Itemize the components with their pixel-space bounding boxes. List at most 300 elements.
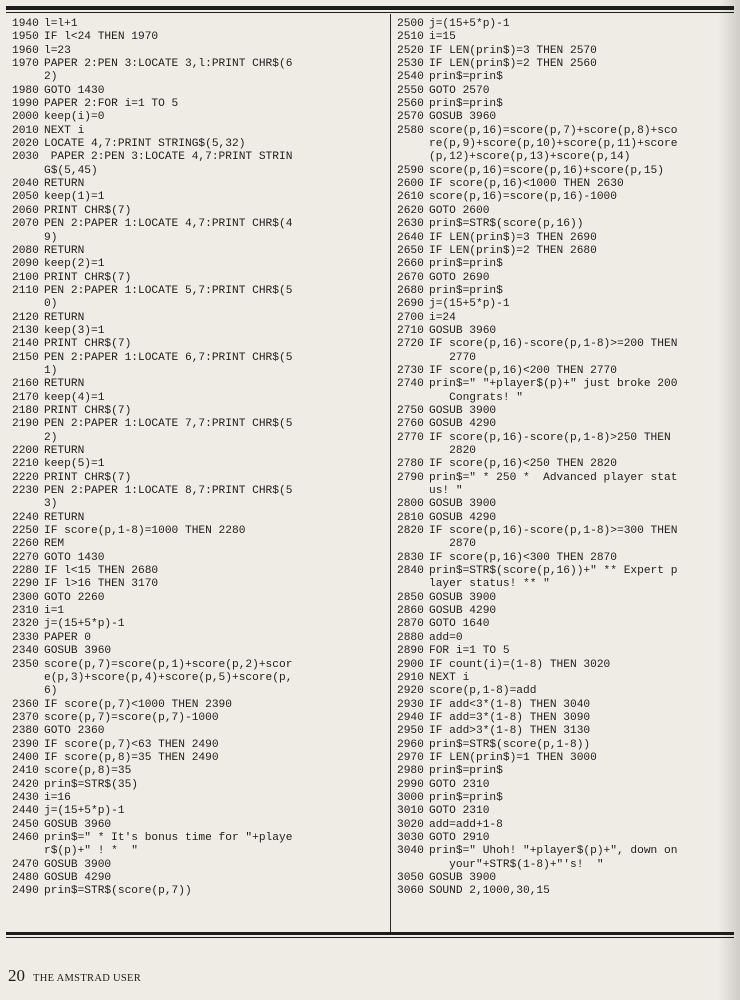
line-number: 2130: [12, 324, 39, 337]
line-number: [397, 445, 429, 458]
line-number: [12, 165, 44, 178]
line-number: 2750: [397, 404, 424, 417]
line-number: 2080: [12, 244, 39, 257]
code-line: [12, 418, 384, 431]
line-number: 2240: [12, 511, 39, 524]
code-line: [397, 832, 732, 845]
code-text: IF score(p,16)<250 THEN 2820: [429, 458, 617, 471]
code-text: GOSUB 4290: [429, 511, 497, 524]
code-text: keep(2)=1: [44, 258, 105, 271]
line-number: 2090: [12, 258, 39, 271]
line-number: 1970: [12, 58, 39, 71]
line-number: 2310: [12, 605, 39, 618]
code-line: [12, 98, 384, 111]
code-line: [12, 232, 384, 245]
code-text: prin$=STR$(score(p,7)): [44, 885, 192, 898]
line-number: [12, 672, 44, 685]
line-number: 2060: [12, 204, 39, 217]
code-line: [12, 512, 384, 525]
code-line: [397, 165, 732, 178]
code-text: PEN 2:PAPER 1:LOCATE 7,7:PRINT CHR$(5: [44, 418, 293, 431]
line-number: 2560: [397, 98, 424, 111]
code-text: 2): [44, 71, 58, 84]
code-text: GOTO 2260: [44, 591, 105, 604]
line-number: 3020: [397, 818, 424, 831]
code-line: [12, 525, 384, 538]
code-text: 2770: [429, 351, 476, 364]
code-text: IF LEN(prin$)=3 THEN 2570: [429, 44, 597, 57]
code-text: IF score(p,16)-score(p,1-8)>250 THEN: [429, 431, 671, 444]
code-line: [397, 71, 732, 84]
code-text: IF add>3*(1-8) THEN 3130: [429, 725, 591, 738]
line-number: [397, 151, 429, 164]
code-text: SOUND 2,1000,30,15: [429, 885, 550, 898]
code-text: PEN 2:PAPER 1:LOCATE 5,7:PRINT CHR$(5: [44, 284, 293, 297]
code-line: [397, 525, 732, 538]
code-text: RETURN: [44, 445, 85, 457]
code-line: [12, 71, 384, 84]
line-number: 2300: [12, 591, 39, 604]
code-line: [397, 298, 732, 311]
line-number: 2320: [12, 618, 39, 631]
code-text: GOSUB 3900: [429, 404, 497, 417]
code-line: [12, 832, 384, 845]
code-text: 2870: [429, 538, 476, 551]
code-line: [12, 445, 384, 458]
code-line: [397, 418, 732, 431]
line-number: 2070: [12, 218, 39, 231]
code-line: [397, 498, 732, 511]
code-line: [12, 205, 384, 218]
code-line: [397, 672, 732, 685]
code-text: PEN 2:PAPER 1:LOCATE 6,7:PRINT CHR$(5: [44, 351, 293, 364]
line-number: [397, 352, 429, 365]
code-text: layer status! ** ": [429, 578, 550, 591]
line-number: 2050: [12, 191, 39, 204]
code-text: i=24: [429, 311, 456, 324]
code-text: PAPER 0: [44, 631, 91, 644]
code-text: PRINT CHR$(7): [44, 404, 132, 417]
line-number: 2810: [397, 511, 424, 524]
code-line: [397, 565, 732, 578]
code-text: GOTO 2360: [44, 725, 105, 738]
line-number: 3000: [397, 791, 424, 804]
code-line: [397, 605, 732, 618]
code-text: RETURN: [44, 311, 85, 324]
code-text: i=16: [44, 791, 71, 804]
line-number: 2530: [397, 58, 424, 71]
code-line: [12, 125, 384, 138]
line-number: 2120: [12, 311, 39, 324]
code-line: [12, 632, 384, 645]
code-text: prin$=" Uhoh! "+player$(p)+", down on: [429, 845, 678, 858]
line-number: 2520: [397, 44, 424, 57]
code-line: [12, 392, 384, 405]
line-number: 2340: [12, 645, 39, 658]
code-text: prin$=STR$(35): [44, 778, 138, 791]
code-line: [12, 699, 384, 712]
code-text: GOSUB 3960: [429, 324, 497, 337]
code-line: [397, 191, 732, 204]
code-text: RETURN: [44, 244, 85, 257]
code-line: [397, 285, 732, 298]
code-line: [12, 792, 384, 805]
code-text: j=(15+5*p)-1: [429, 18, 510, 30]
line-number: 2170: [12, 391, 39, 404]
code-line: [397, 712, 732, 725]
code-text: RETURN: [44, 178, 85, 191]
code-line: [397, 378, 732, 391]
code-line: [12, 352, 384, 365]
code-text: GOSUB 3960: [44, 818, 112, 831]
page-number: 20: [8, 966, 25, 985]
code-text: j=(15+5*p)-1: [44, 618, 125, 631]
code-line: [397, 592, 732, 605]
code-line: [397, 739, 732, 752]
code-line: [12, 765, 384, 778]
line-number: 2280: [12, 565, 39, 578]
code-text: j=(15+5*p)-1: [429, 298, 510, 311]
line-number: 2670: [397, 271, 424, 284]
line-number: 2150: [12, 351, 39, 364]
code-line: [12, 165, 384, 178]
line-number: 2220: [12, 471, 39, 484]
code-text: keep(3)=1: [44, 324, 105, 337]
code-text: add=add+1-8: [429, 818, 503, 831]
code-line: [12, 31, 384, 44]
line-number: [12, 845, 44, 858]
line-number: 2100: [12, 271, 39, 284]
code-line: [397, 859, 732, 872]
line-number: 2920: [397, 685, 424, 698]
line-number: [12, 432, 44, 445]
code-line: [397, 765, 732, 778]
code-text: 2): [44, 431, 58, 444]
line-number: 2380: [12, 725, 39, 738]
code-text: GOSUB 3900: [429, 872, 497, 884]
code-line: [12, 805, 384, 818]
line-number: 2630: [397, 218, 424, 231]
code-text: prin$=STR$(score(p,1-8)): [429, 738, 591, 751]
code-text: prin$=prin$: [429, 791, 503, 804]
code-text: (p,12)+score(p,13)+score(p,14): [429, 151, 631, 164]
line-number: 2270: [12, 551, 39, 564]
line-number: 2480: [12, 872, 39, 884]
code-text: score(p,1-8)=add: [429, 685, 537, 698]
magazine-name: THE AMSTRAD USER: [33, 973, 142, 984]
code-line: [12, 498, 384, 511]
line-number: 2110: [12, 284, 39, 297]
code-text: IF add=3*(1-8) THEN 3090: [429, 711, 591, 724]
line-number: 2790: [397, 471, 424, 484]
line-number: 2770: [397, 431, 424, 444]
code-line: [397, 792, 732, 805]
line-number: 2250: [12, 525, 39, 538]
line-number: 2730: [397, 364, 424, 377]
code-line: [397, 98, 732, 111]
line-number: 2500: [397, 18, 424, 30]
code-line: [12, 578, 384, 591]
code-text: RETURN: [44, 511, 85, 524]
line-number: 2870: [397, 618, 424, 631]
code-line: [397, 432, 732, 445]
code-line: [12, 592, 384, 605]
line-number: [397, 578, 429, 591]
code-line: [397, 805, 732, 818]
line-number: 2950: [397, 725, 424, 738]
code-text: e(p,3)+score(p,4)+score(p,5)+score(p,: [44, 671, 293, 684]
code-line: [397, 618, 732, 631]
code-text: IF count(i)=(1-8) THEN 3020: [429, 658, 611, 671]
line-number: 2860: [397, 605, 424, 618]
code-text: GOSUB 3960: [44, 645, 112, 658]
line-number: 2000: [12, 111, 39, 124]
code-text: IF LEN(prin$)=1 THEN 3000: [429, 751, 597, 764]
line-number: [12, 365, 44, 378]
code-line: [12, 151, 384, 164]
code-line: [397, 699, 732, 712]
line-number: 2590: [397, 164, 424, 177]
code-text: IF score(p,16)-score(p,1-8)>=300 THEN: [429, 525, 678, 538]
code-text: i=15: [429, 31, 456, 44]
code-line: [12, 312, 384, 325]
code-text: keep(5)=1: [44, 458, 105, 471]
code-text: FOR i=1 TO 5: [429, 645, 510, 658]
code-line: [12, 458, 384, 471]
line-number: 2180: [12, 404, 39, 417]
code-text: GOTO 2600: [429, 204, 490, 217]
code-line: [397, 245, 732, 258]
code-line: [12, 779, 384, 792]
top-rule: [6, 6, 734, 10]
bottom-rule: [6, 932, 734, 935]
code-text: 3): [44, 498, 58, 511]
code-text: keep(i)=0: [44, 111, 105, 124]
code-line: [397, 325, 732, 338]
code-text: score(p,16)=score(p,16)+score(p,15): [429, 164, 664, 177]
code-line: [397, 779, 732, 792]
code-line: [12, 138, 384, 151]
code-line: [12, 872, 384, 885]
line-number: 2850: [397, 591, 424, 604]
line-number: 2440: [12, 805, 39, 818]
code-line: [12, 258, 384, 271]
line-number: 2930: [397, 698, 424, 711]
line-number: 2550: [397, 84, 424, 97]
line-number: [397, 485, 429, 498]
code-text: IF l>16 THEN 3170: [44, 578, 159, 591]
line-number: 2880: [397, 631, 424, 644]
line-number: 2570: [397, 111, 424, 124]
line-number: 3060: [397, 885, 424, 898]
listing-column-right: [397, 18, 732, 899]
code-line: [397, 872, 732, 885]
code-text: Congrats! ": [429, 391, 523, 404]
code-text: GOSUB 4290: [44, 872, 112, 884]
line-number: 2230: [12, 485, 39, 498]
line-number: [397, 138, 429, 151]
code-line: [397, 151, 732, 164]
code-line: [12, 325, 384, 338]
code-line: [397, 538, 732, 551]
code-line: [397, 472, 732, 485]
code-line: [397, 885, 732, 898]
line-number: 1940: [12, 18, 39, 30]
line-number: 2960: [397, 738, 424, 751]
code-line: [397, 85, 732, 98]
code-text: GOSUB 3900: [429, 591, 497, 604]
code-line: [397, 138, 732, 151]
code-text: 9): [44, 231, 58, 244]
code-line: [397, 512, 732, 525]
code-text: 0): [44, 298, 58, 311]
line-number: 2370: [12, 711, 39, 724]
code-text: IF LEN(prin$)=2 THEN 2560: [429, 58, 597, 71]
code-text: prin$=prin$: [429, 71, 503, 84]
code-line: [397, 205, 732, 218]
code-line: [397, 258, 732, 271]
code-text: prin$=prin$: [429, 765, 503, 778]
code-text: score(p,16)=score(p,7)+score(p,8)+sco: [429, 124, 678, 137]
code-text: your"+STR$(1-8)+"'s! ": [429, 858, 604, 871]
line-number: 2780: [397, 458, 424, 471]
line-number: 2580: [397, 124, 424, 137]
code-text: IF score(p,16)<200 THEN 2770: [429, 364, 617, 377]
code-line: [397, 31, 732, 44]
code-text: GOTO 2690: [429, 271, 490, 284]
code-line: [12, 645, 384, 658]
code-line: [12, 565, 384, 578]
line-number: 2910: [397, 671, 424, 684]
code-line: [12, 338, 384, 351]
line-number: 2210: [12, 458, 39, 471]
line-number: 2540: [397, 71, 424, 84]
line-number: 2890: [397, 645, 424, 658]
code-line: [397, 405, 732, 418]
code-text: GOTO 1430: [44, 551, 105, 564]
code-line: [12, 819, 384, 832]
code-text: IF score(p,16)-score(p,1-8)>=200 THEN: [429, 338, 678, 351]
line-number: 2190: [12, 418, 39, 431]
code-line: [397, 445, 732, 458]
line-number: 2040: [12, 178, 39, 191]
code-line: [12, 725, 384, 738]
line-number: 2330: [12, 631, 39, 644]
code-text: REM: [44, 538, 65, 551]
code-text: keep(1)=1: [44, 191, 105, 204]
code-text: IF l<15 THEN 2680: [44, 565, 159, 578]
code-line: [12, 218, 384, 231]
line-number: 2470: [12, 858, 39, 871]
line-number: 2600: [397, 178, 424, 191]
code-text: r$(p)+" ! * ": [44, 845, 138, 858]
line-number: 2400: [12, 751, 39, 764]
code-text: IF score(p,16)<300 THEN 2870: [429, 551, 617, 564]
code-line: [397, 111, 732, 124]
code-text: IF score(p,16)<1000 THEN 2630: [429, 178, 624, 191]
code-line: [12, 659, 384, 672]
top-rule-thin: [6, 12, 734, 13]
code-line: [12, 472, 384, 485]
code-text: l=23: [44, 44, 71, 57]
code-line: [12, 365, 384, 378]
line-number: [12, 298, 44, 311]
code-text: prin$=" "+player$(p)+" just broke 200: [429, 378, 678, 391]
line-number: 2680: [397, 284, 424, 297]
code-line: [397, 725, 732, 738]
line-number: 2140: [12, 338, 39, 351]
code-line: [397, 272, 732, 285]
code-line: [397, 578, 732, 591]
line-number: 2460: [12, 831, 39, 844]
code-line: [397, 552, 732, 565]
code-line: [397, 338, 732, 351]
code-text: IF score(p,7)<1000 THEN 2390: [44, 698, 232, 711]
line-number: 2720: [397, 338, 424, 351]
code-text: PRINT CHR$(7): [44, 338, 132, 351]
code-line: [12, 685, 384, 698]
code-line: [12, 245, 384, 258]
code-line: [397, 752, 732, 765]
line-number: 3030: [397, 831, 424, 844]
code-text: IF l<24 THEN 1970: [44, 31, 159, 44]
line-number: 2160: [12, 378, 39, 391]
code-line: [397, 18, 732, 31]
line-number: 2650: [397, 244, 424, 257]
line-number: [397, 392, 429, 405]
listing-column-left: [12, 18, 384, 899]
code-line: [12, 58, 384, 71]
bottom-rule-thin: [6, 937, 734, 938]
code-line: [12, 552, 384, 565]
code-text: re(p,9)+score(p,10)+score(p,11)+score: [429, 138, 678, 151]
code-line: [397, 352, 732, 365]
code-text: PEN 2:PAPER 1:LOCATE 8,7:PRINT CHR$(5: [44, 485, 293, 498]
code-line: [12, 752, 384, 765]
line-number: 2360: [12, 698, 39, 711]
code-text: i=1: [44, 605, 65, 618]
code-line: [397, 178, 732, 191]
code-text: score(p,16)=score(p,16)-1000: [429, 191, 617, 204]
code-line: [12, 845, 384, 858]
line-number: [397, 859, 429, 872]
code-text: RETURN: [44, 378, 85, 391]
code-line: [12, 378, 384, 391]
line-number: 2610: [397, 191, 424, 204]
code-line: [397, 659, 732, 672]
code-line: [12, 739, 384, 752]
line-number: 2820: [397, 525, 424, 538]
line-number: 1990: [12, 98, 39, 111]
code-line: [12, 272, 384, 285]
code-text: GOTO 2310: [429, 778, 490, 791]
code-text: IF score(p,1-8)=1000 THEN 2280: [44, 525, 246, 538]
code-line: [397, 485, 732, 498]
line-number: 2710: [397, 324, 424, 337]
page-footer: [8, 966, 141, 986]
code-text: prin$=" * It's bonus time for "+playe: [44, 831, 293, 844]
line-number: 2510: [397, 31, 424, 44]
code-text: PAPER 2:PEN 3:LOCATE 3,l:PRINT CHR$(6: [44, 58, 293, 71]
code-line: [12, 298, 384, 311]
line-number: 2200: [12, 445, 39, 457]
line-number: 2740: [397, 378, 424, 391]
line-number: 2020: [12, 138, 39, 151]
line-number: 3040: [397, 845, 424, 858]
code-line: [12, 859, 384, 872]
line-number: 2800: [397, 498, 424, 511]
code-line: [397, 685, 732, 698]
